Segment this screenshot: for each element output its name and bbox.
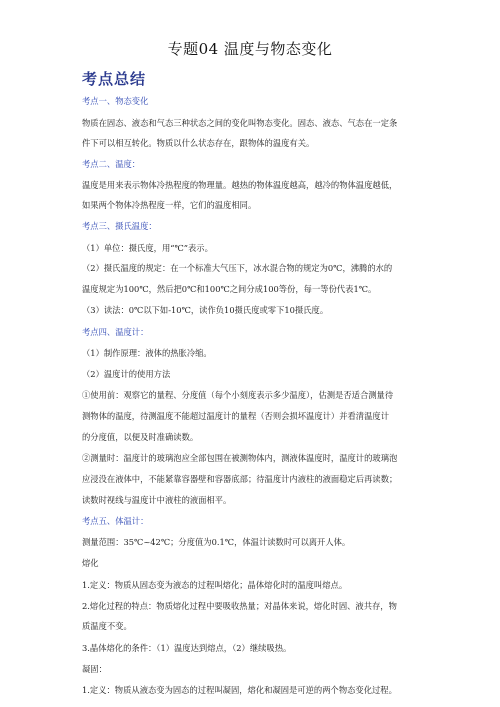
section-heading: 考点四、温度计： (82, 327, 149, 337)
text-line: 熔化 (82, 558, 99, 568)
text-line: 3.晶体熔化的条件：（1）温度达到熔点，（2）继续吸热。 (82, 643, 292, 653)
text-line: 测量范围：35℃~42℃；分度值为0.1℃，体温计读数时可以离开人体。 (82, 537, 351, 547)
section-title: 考点总结 (82, 70, 147, 88)
text-line: 温度是用来表示物体冷热程度的物理量。越热的物体温度越高，越冷的物体温度越低， (82, 180, 398, 190)
text-line: 应浸没在液体中，不能紧靠容器壁和容器底部；待温度计内液柱的液面稳定后再读数； (82, 474, 398, 484)
section-heading: 考点三、摄氏温度： (82, 221, 157, 231)
text-line: ②测量时：温度计的玻璃泡应全部包围在被测物体内，测液体温度时，温度计的玻璃泡 (82, 453, 398, 463)
section-heading: 考点五、体温计： (82, 516, 149, 526)
text-line: 如果两个物体冷热程度一样，它们的温度相同。 (82, 200, 257, 210)
text-line: 1.定义：物质从液态变为固态的过程叫凝固，熔化和凝固是可逆的两个物态变化过程。 (82, 685, 397, 695)
text-line: 2.熔化过程的特点：物质熔化过程中要吸收热量；对晶体来说，熔化时固、液共存，物 (82, 601, 397, 611)
section-heading: 考点一、物态变化 (82, 96, 149, 106)
text-line: （2）摄氏温度的规定：在一个标准大气压下，冰水混合物的规定为0℃，沸腾的水的 (82, 263, 393, 273)
text-line: 物质在固态、液态和气态三种状态之间的变化叫物态变化。固态、液态、气态在一定条 (82, 118, 398, 128)
text-line: 测物体的温度，待测温度不能超过温度计的量程（否则会损坏温度计）并看清温度计 (82, 411, 389, 421)
text-line: 温度规定为100℃，然后把0℃和100℃之间分成100等份，每一等份代表1℃。 (82, 284, 377, 294)
text-line: 件下可以相互转化。物质以什么状态存在，跟物体的温度有关。 (82, 138, 315, 148)
text-line: （1）单位：摄氏度，用“℃”表示。 (82, 243, 213, 253)
text-line: 凝固： (82, 664, 107, 674)
page-title: 专题04 温度与物态变化 (167, 40, 333, 58)
text-line: ①使用前：观察它的量程、分度值（每个小刻度表示多少温度），估测是否适合测量待 (82, 390, 394, 400)
text-line: 1.定义：物质从固态变为液态的过程叫熔化；晶体熔化时的温度叫熔点。 (82, 580, 348, 590)
text-line: 的分度值，以便及时准确读数。 (82, 432, 199, 442)
text-line: （1）制作原理：液体的热胀冷缩。 (82, 348, 212, 358)
text-line: （3）读法：0℃以下如-10℃，读作负10摄氏度或零下10摄氏度。 (82, 305, 329, 315)
text-line: 读数时视线与温度计中液柱的液面相平。 (82, 495, 232, 505)
text-line: （2）温度计的使用方法 (82, 369, 171, 379)
section-heading: 考点二、温度： (82, 159, 141, 169)
text-line: 质温度不变。 (82, 621, 132, 631)
